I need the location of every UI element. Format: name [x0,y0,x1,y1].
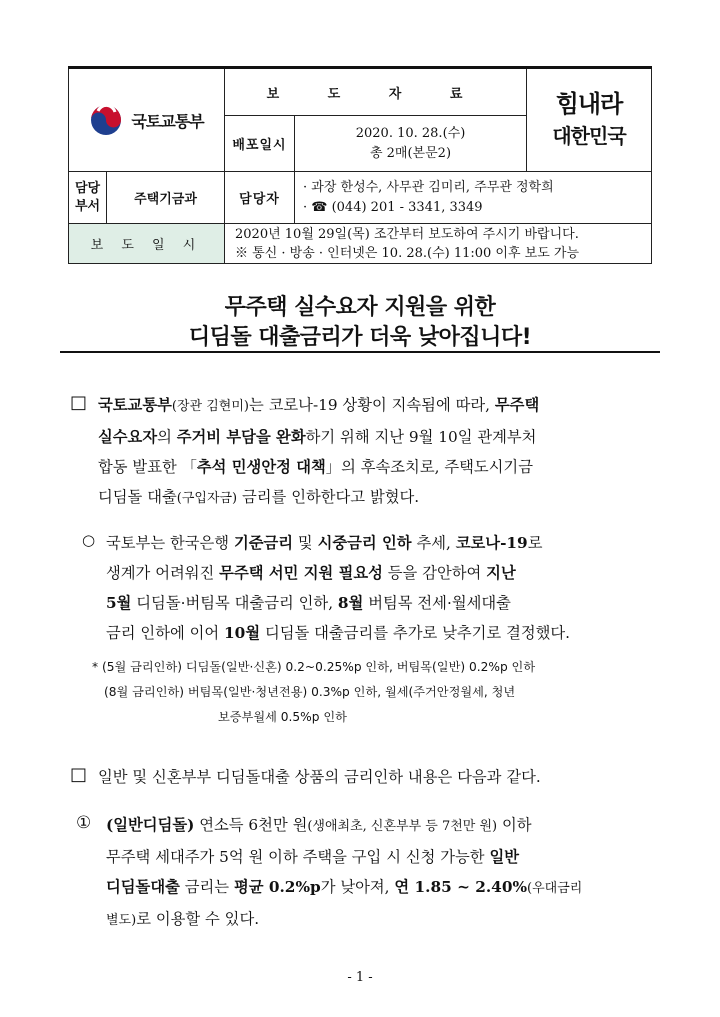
p1-minister: (장관 김현미) [171,399,249,414]
p4-line-3 [106,872,654,904]
slogan [527,88,651,152]
p4-text-4: 무주택 세대주가 5억 원 이하 주택을 구입 시 신청 가능한 [106,848,490,866]
p1-text-5: 」의 후속조치로, 주택도시기금 [325,458,533,476]
p1-bold-4: 추석 민생안정 대책 [196,458,326,476]
department-name: 주택기금과 [107,172,225,224]
p2-text-10: 디딤돌 대출금리를 추가로 낮추기로 결정했다. [260,624,571,642]
paragraph-4 [106,810,654,936]
p2-text-2: 및 [293,534,318,552]
p2-line-4 [106,618,652,648]
p2-bold-2: 시중금리 인하 [317,534,412,552]
p2-line-1 [106,528,652,558]
embargo-label: 보 도 일 시 [69,224,225,264]
p1-bold-2: 실수요자 [98,428,158,446]
square-bullet-icon: □ [70,392,88,413]
p1-line-4 [98,482,658,514]
contact-info [295,172,652,224]
p4-text-5: 금리는 [179,878,234,896]
release-date-label: 배포일시 [225,116,295,172]
page-count: 총 2매(본문2) [369,145,452,161]
footnote-line-2: (8월 금리인하) 버팀목(일반·청년전용) 0.3%p 인하, 월세(주거안정월세, 청년 [104,685,516,699]
taegeuk-emblem-icon [89,103,123,137]
p4-text-6: 가 낮아져, [320,878,395,896]
p2-bold-6: 5월 [106,594,132,612]
p1-line-2 [98,422,658,452]
p4-bold-4: 평균 0.2%p [233,878,321,896]
headline-underline [60,351,660,353]
p4-bold-2: 일반 [489,848,520,866]
p2-line-2 [106,558,652,588]
p1-bold-3: 주거비 부담을 완화 [176,428,306,446]
ministry-name: 국토교통부 [131,111,204,131]
p1-bold-ministry: 국토교통부 [98,396,172,414]
department-label-line-1: 담당 [74,180,101,196]
p4-line-4 [106,904,654,936]
department-label-line-2: 부서 [74,198,101,214]
p2-line-3 [106,588,652,618]
p4-bold-1: (일반디딤돌) [106,816,195,834]
contact-names: · 과장 한성수, 사무관 김미리, 주무관 정학희 [303,179,554,195]
paragraph-2 [106,528,652,648]
p1-line-1 [98,390,658,422]
slogan-line-1: 힘내라 [555,90,623,118]
p2-bold-5: 지난 [486,564,516,582]
p2-text-1: 국토부는 한국은행 [106,534,234,552]
footnote-line-3: 보증부월세 0.5%p 인하 [218,710,347,724]
release-info [295,116,527,172]
p1-text-1: 는 코로나-19 상황이 지속됨에 따라, [248,396,495,414]
p1-text-4: 합동 발표한 「 [98,458,197,476]
circled-one-icon: ① [76,813,92,833]
p4-text-9: 로 이용할 수 있다. [136,910,260,928]
p2-text-3: 추세, [411,534,456,552]
p2-bold-8: 10월 [224,624,261,642]
p4-bold-5: 연 1.85 ~ 2.40% [394,878,528,896]
paragraph-1 [98,390,658,514]
p2-text-8: 버팀목 전세·월세대출 [363,594,511,612]
embargo-info [225,224,652,264]
square-bullet-icon: □ [70,764,88,785]
p4-text-8: 별도) [106,913,137,928]
slogan-cell [527,68,652,172]
page-number: - 1 - [347,970,373,985]
p2-text-5: 생계가 어려워진 [106,564,220,582]
ministry-logo-cell [69,68,225,172]
headline-line-1: 무주택 실수요자 지원을 위한 [224,295,496,320]
embargo-line-1: 2020년 10월 29일(목) 조간부터 보도하여 주시기 바랍니다. [235,226,579,242]
p1-text-8: 금리를 인하한다고 밝혔다. [237,488,420,506]
p2-text-6: 등을 감안하여 [382,564,487,582]
p4-bold-3: 디딤돌대출 [106,878,180,896]
contact-phone: · ☎ (044) 201 - 3341, 3349 [303,199,483,215]
p2-bold-1: 기준금리 [233,534,294,552]
p4-line-2 [106,842,654,872]
press-release-title: 보 도 자 료 [225,68,527,116]
p4-text-1: 연소득 6천만 원 [194,816,308,834]
p2-bold-3: 코로나-19 [455,534,528,552]
p2-text-9: 금리 인하에 이어 [106,624,225,642]
p4-line-1 [106,810,654,842]
p1-text-7: (구입자금) [176,491,238,506]
release-date: 2020. 10. 28.(수) [355,125,466,141]
p2-text-4: 로 [527,534,543,552]
p2-bold-7: 8월 [337,594,364,612]
footnote-line-1: * (5월 금리인하) 디딤돌(일반·신혼) 0.2~0.25%p 인하, 버팀목(일반) 0.2%p 인하 [92,660,536,674]
ministry-logo [69,103,224,137]
contact-label: 담당자 [225,172,295,224]
embargo-line-2: ※ 통신 · 방송 · 인터넷은 10. 28.(수) 11:00 이후 보도 가능 [235,245,580,261]
p1-line-3 [98,452,658,482]
p2-bold-4: 무주택 서민 지원 필요성 [219,564,383,582]
paragraph-3: 일반 및 신혼부부 디딤돌대출 상품의 금리인하 내용은 다음과 같다. [98,768,541,786]
headline-line-2: 디딤돌 대출금리가 더욱 낮아집니다! [188,325,532,350]
slogan-line-2: 대한민국 [552,124,626,148]
p4-text-2: (생애최초, 신혼부부 등 7천만 원) [307,819,498,834]
p1-text-6: 디딤돌 대출 [98,488,177,506]
department-label [69,172,107,224]
p1-bold-1: 무주택 [494,396,540,414]
p1-text-3: 하기 위해 지난 9월 10일 관계부처 [305,428,537,446]
press-header-table [68,66,652,264]
p4-text-3: 이하 [497,816,532,834]
p1-text-2: 의 [157,428,177,446]
circle-bullet-icon: ○ [82,531,96,549]
p4-text-7: (우대금리 [527,881,583,896]
p2-text-7: 디딤돌·버팀목 대출금리 인하, [131,594,338,612]
